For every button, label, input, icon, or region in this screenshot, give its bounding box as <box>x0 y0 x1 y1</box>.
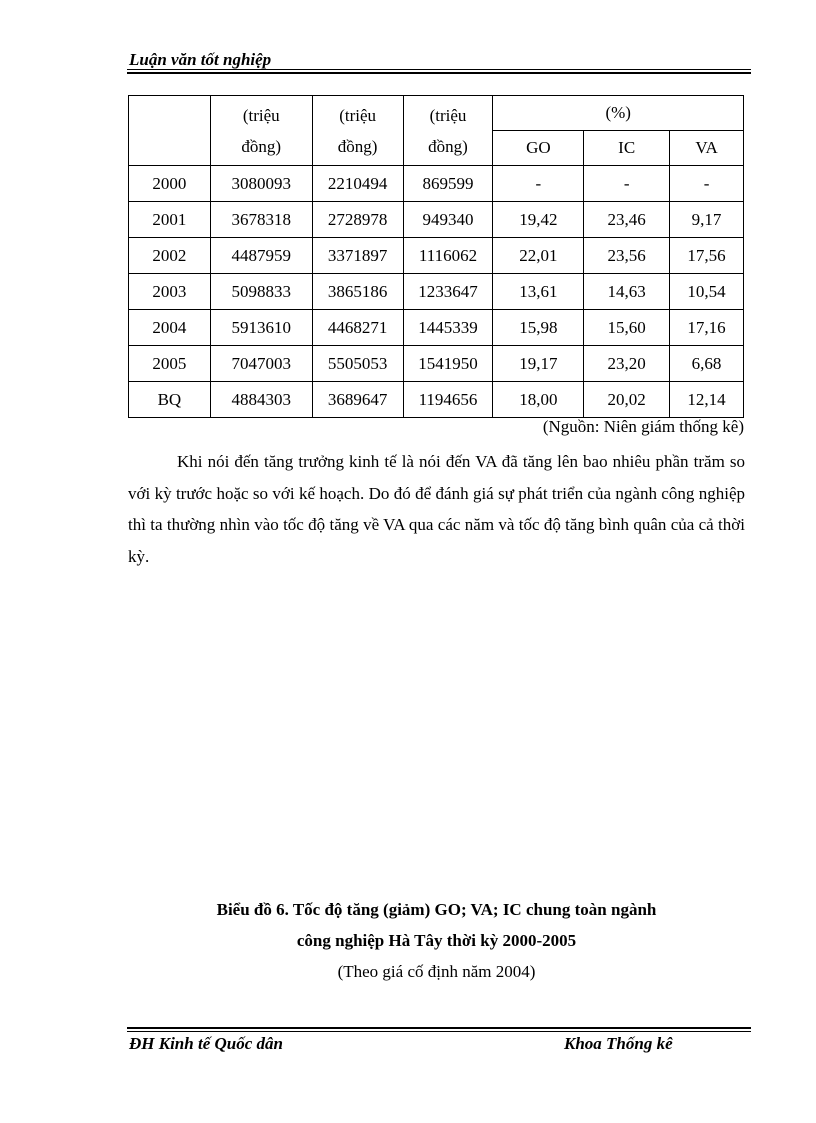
table-row <box>129 346 744 382</box>
table-cell: 2210494 <box>312 166 403 202</box>
table-cell: 18,00 <box>493 382 584 418</box>
table-cell: - <box>584 166 670 202</box>
table-row <box>129 166 744 202</box>
table-cell: 19,17 <box>493 346 584 382</box>
table-row <box>129 382 744 418</box>
table-header-row-1 <box>129 96 744 131</box>
table-row <box>129 310 744 346</box>
table-cell: 1116062 <box>403 238 493 274</box>
table-row <box>129 274 744 310</box>
table-cell: 7047003 <box>210 346 312 382</box>
table-cell: 1445339 <box>403 310 493 346</box>
table-row <box>129 202 744 238</box>
table-cell: 3865186 <box>312 274 403 310</box>
corner-cell <box>129 96 211 166</box>
table-cell: 5505053 <box>312 346 403 382</box>
table-cell: 1194656 <box>403 382 493 418</box>
table-cell: 869599 <box>403 166 493 202</box>
chart-caption-line-3: (Theo giá cố định năm 2004) <box>337 962 536 981</box>
table-source-note: (Nguồn: Niên giám thống kê) <box>542 417 744 436</box>
table-cell: 22,01 <box>493 238 584 274</box>
footer-rule-thick <box>127 1027 751 1029</box>
chart-caption-line-1: Biểu đồ 6. Tốc độ tăng (giảm) GO; VA; IC chung toàn ngành <box>216 900 657 919</box>
table-cell: 12,14 <box>670 382 744 418</box>
table-cell: 2003 <box>129 274 211 310</box>
table-cell: 6,68 <box>670 346 744 382</box>
table-cell: 10,54 <box>670 274 744 310</box>
table-cell: 3080093 <box>210 166 312 202</box>
table-cell: BQ <box>129 382 211 418</box>
table-body <box>129 166 744 418</box>
table-row <box>129 238 744 274</box>
table-cell: 949340 <box>403 202 493 238</box>
table-cell: 4884303 <box>210 382 312 418</box>
body-paragraph: Khi nói đến tăng trưởng kinh tế là nói đến VA đã tăng lên bao nhiêu phần trăm so với kỳ trước hoặc so với kế hoạch. Do đó để đánh giá sự phát triển của ngành công nghiệp thì ta thường nhìn vào tốc độ tăng về VA qua các năm và tốc độ tăng bình quân của cả thời kỳ. <box>128 452 745 566</box>
table-cell: 15,98 <box>493 310 584 346</box>
table-cell: 2002 <box>129 238 211 274</box>
table-cell: 2728978 <box>312 202 403 238</box>
table-cell: 15,60 <box>584 310 670 346</box>
table-cell: 17,56 <box>670 238 744 274</box>
table-cell: 4468271 <box>312 310 403 346</box>
unit-header-go: (triệu đồng) <box>210 96 312 166</box>
footer-university: ĐH Kinh tế Quốc dân <box>129 1034 283 1053</box>
unit-header-va: (triệu đồng) <box>403 96 493 166</box>
table-cell: 9,17 <box>670 202 744 238</box>
table-cell: 23,56 <box>584 238 670 274</box>
unit-header-ic: (triệu đồng) <box>312 96 403 166</box>
table-cell: - <box>670 166 744 202</box>
table-cell: 3678318 <box>210 202 312 238</box>
table-cell: 3689647 <box>312 382 403 418</box>
table-cell: 2001 <box>129 202 211 238</box>
table-cell: 1541950 <box>403 346 493 382</box>
table-cell: 13,61 <box>493 274 584 310</box>
header-rule-thin <box>127 69 751 70</box>
footer-faculty: Khoa Thống kê <box>564 1034 673 1053</box>
table-cell: 17,16 <box>670 310 744 346</box>
table-cell: 2005 <box>129 346 211 382</box>
table-cell: 3371897 <box>312 238 403 274</box>
table-cell: 5098833 <box>210 274 312 310</box>
col-header-go: GO <box>493 131 584 166</box>
table-cell: 23,20 <box>584 346 670 382</box>
growth-table <box>128 95 744 418</box>
table-cell: 1233647 <box>403 274 493 310</box>
table-cell: 19,42 <box>493 202 584 238</box>
col-header-ic: IC <box>584 131 670 166</box>
table-cell: 4487959 <box>210 238 312 274</box>
table-cell: 23,46 <box>584 202 670 238</box>
chart-caption-line-2: công nghiệp Hà Tây thời kỳ 2000-2005 <box>296 931 577 950</box>
percent-header: (%) <box>493 96 744 131</box>
table-cell: 2004 <box>129 310 211 346</box>
page-header-title: Luận văn tốt nghiệp <box>129 50 272 69</box>
table-cell: 14,63 <box>584 274 670 310</box>
table-cell: 20,02 <box>584 382 670 418</box>
table-cell: 2000 <box>129 166 211 202</box>
col-header-va: VA <box>670 131 744 166</box>
footer-rule-thin <box>127 1031 751 1032</box>
table-cell: - <box>493 166 584 202</box>
header-rule-thick <box>127 72 751 74</box>
table-cell: 5913610 <box>210 310 312 346</box>
